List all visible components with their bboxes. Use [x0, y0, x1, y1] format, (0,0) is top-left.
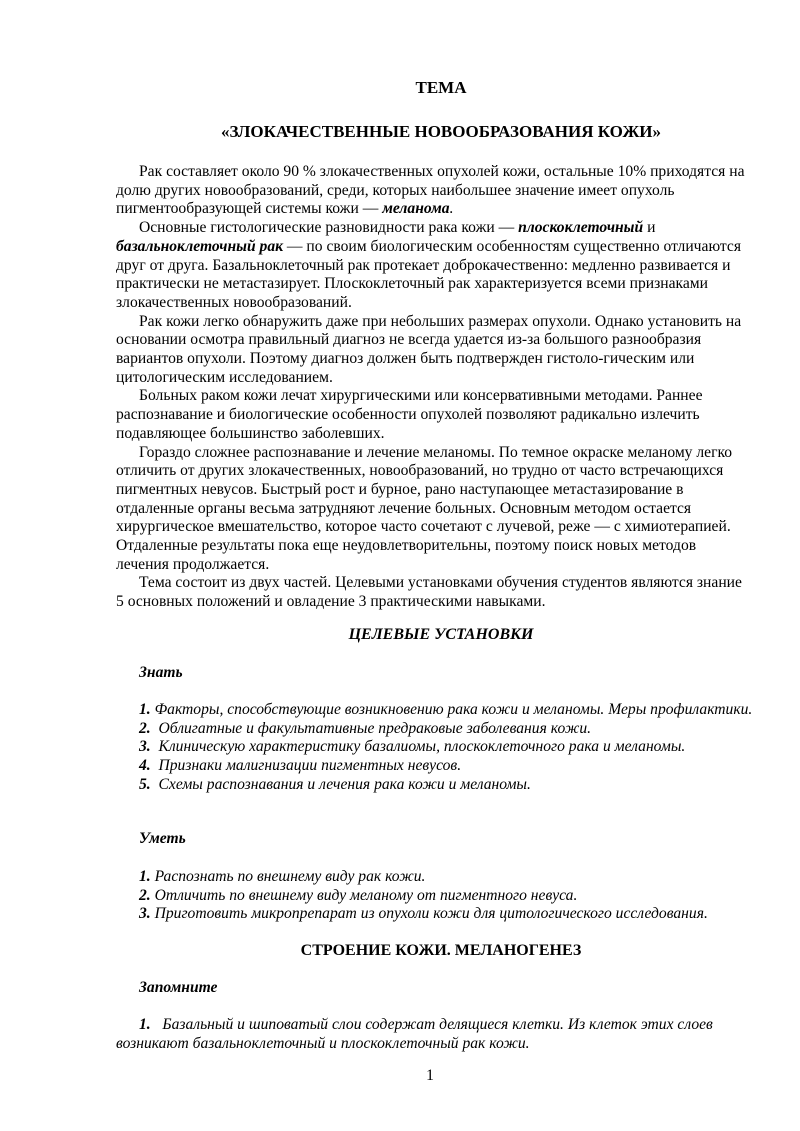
can-heading: Уметь — [139, 830, 186, 847]
intro-paragraph-6: Тема состоит из двух частей. Целевыми установками обучения студентов являются знание 5 основных положений и овладение 3 практическими навыками. — [116, 574, 742, 611]
remember-list — [116, 1016, 756, 1053]
know-item-3: 3. Клиническую характеристику базалиомы, плоскоклеточного рака и меланомы. — [139, 738, 686, 756]
know-list — [116, 701, 756, 795]
intro-p2-text: Основные гистологические разновидности рака кожи — — [139, 219, 519, 237]
know-item-2: 2. Облигатные и факультативные предраковые заболевания кожи. — [139, 719, 592, 737]
can-item-2: 2. Отличить по внешнему виду меланому от пигментного невуса. — [139, 886, 578, 904]
intro-p2-and: и — [643, 219, 656, 237]
intro-paragraph-5: Гораздо сложнее распознавание и лечение меланомы. По темное окраске меланому легко отличить от других злокачественных, новообразований, но трудно от часто встречающихся пигментных невусов. Быстрый рост и бурное, рано наступающее метастазирование в отдаленные органы весьма затрудняют лечение больных. Основным методом остается хирургическое вмешательство, которое часто сочетают с лучевой, реже — с химиотерапией. Отдаленные результаты пока еще неудовлетворительны, поэтому поиск новых методов лечения продолжается. — [116, 443, 733, 573]
intro-p2-rest: — по своим биологическим особенностям существенно отличаются друг от друга. Базальноклеточный рак протекает доброкачественно: медленно развивается и практически не метастазирует. Плоскоклеточный рак характеризуется всеми признаками злокачественных новообразований. — [116, 237, 741, 311]
know-item-4: 4. Признаки малигнизации пигментных невусов. — [139, 757, 462, 775]
basal-term: базальноклеточный рак — [116, 237, 284, 255]
know-item-5: 5. Схемы распознавания и лечения рака кожи и меланомы. — [139, 775, 531, 793]
can-item-1: 1. Распознать по внешнему виду рак кожи. — [139, 868, 426, 885]
intro-paragraph-2 — [116, 219, 746, 313]
intro-paragraph-3: Рак кожи легко обнаружить даже при небольших размерах опухоли. Однако установить на основании осмотра правильный диагноз не всегда удается из-за большого разнообразия вариантов опухоли. Поэтому диагноз должен быть подтвержден гистоло-гическим или цитологическим исследованием. — [116, 312, 742, 386]
intro-paragraph-4: Больных раком кожи лечат хирургическими или консервативными методами. Раннее распознавание и биологические особенности опухолей позволяют радикально излечить подавляющее большинство заболевших. — [116, 387, 703, 442]
intro-paragraph-1 — [116, 163, 746, 219]
page-subtitle: «ЗЛОКАЧЕСТВЕННЫЕ НОВООБРАЗОВАНИЯ КОЖИ» — [221, 122, 661, 141]
structure-heading: СТРОЕНИЕ КОЖИ. МЕЛАНОГЕНЕЗ — [300, 942, 582, 959]
intro-p1-text: Рак составляет около 90 % злокачественных опухолей кожи, остальные 10% приходятся на долю других новообразований, среди, которых наибольшее значение имеет опухоль пигментообразующей системы кожи — — [116, 163, 745, 218]
intro-p1-end: . — [449, 200, 454, 218]
squamous-term: плоскоклеточный — [518, 219, 644, 237]
intro-text — [116, 163, 746, 612]
remember-heading: Запомните — [139, 979, 218, 996]
melanoma-term: меланома — [382, 200, 450, 218]
remember-item-1: 1. Базальный и шиповатый слои содержат делящиеся клетки. Из клеток этих слоев возникают базальноклеточный и плоскоклеточный рак кожи. — [116, 1016, 717, 1052]
can-list — [116, 868, 756, 924]
page-number: 1 — [426, 1067, 434, 1084]
can-item-3: 3. Приготовить микропрепарат из опухоли кожи для цитологического исследования. — [139, 905, 708, 923]
know-item-1: 1. Факторы, способствующие возникновению рака кожи и меланомы. Меры профилактики. — [139, 701, 753, 718]
goals-heading: ЦЕЛЕВЫЕ УСТАНОВКИ — [348, 626, 534, 643]
know-heading: Знать — [139, 664, 183, 681]
page-title: ТЕМА — [415, 78, 467, 97]
